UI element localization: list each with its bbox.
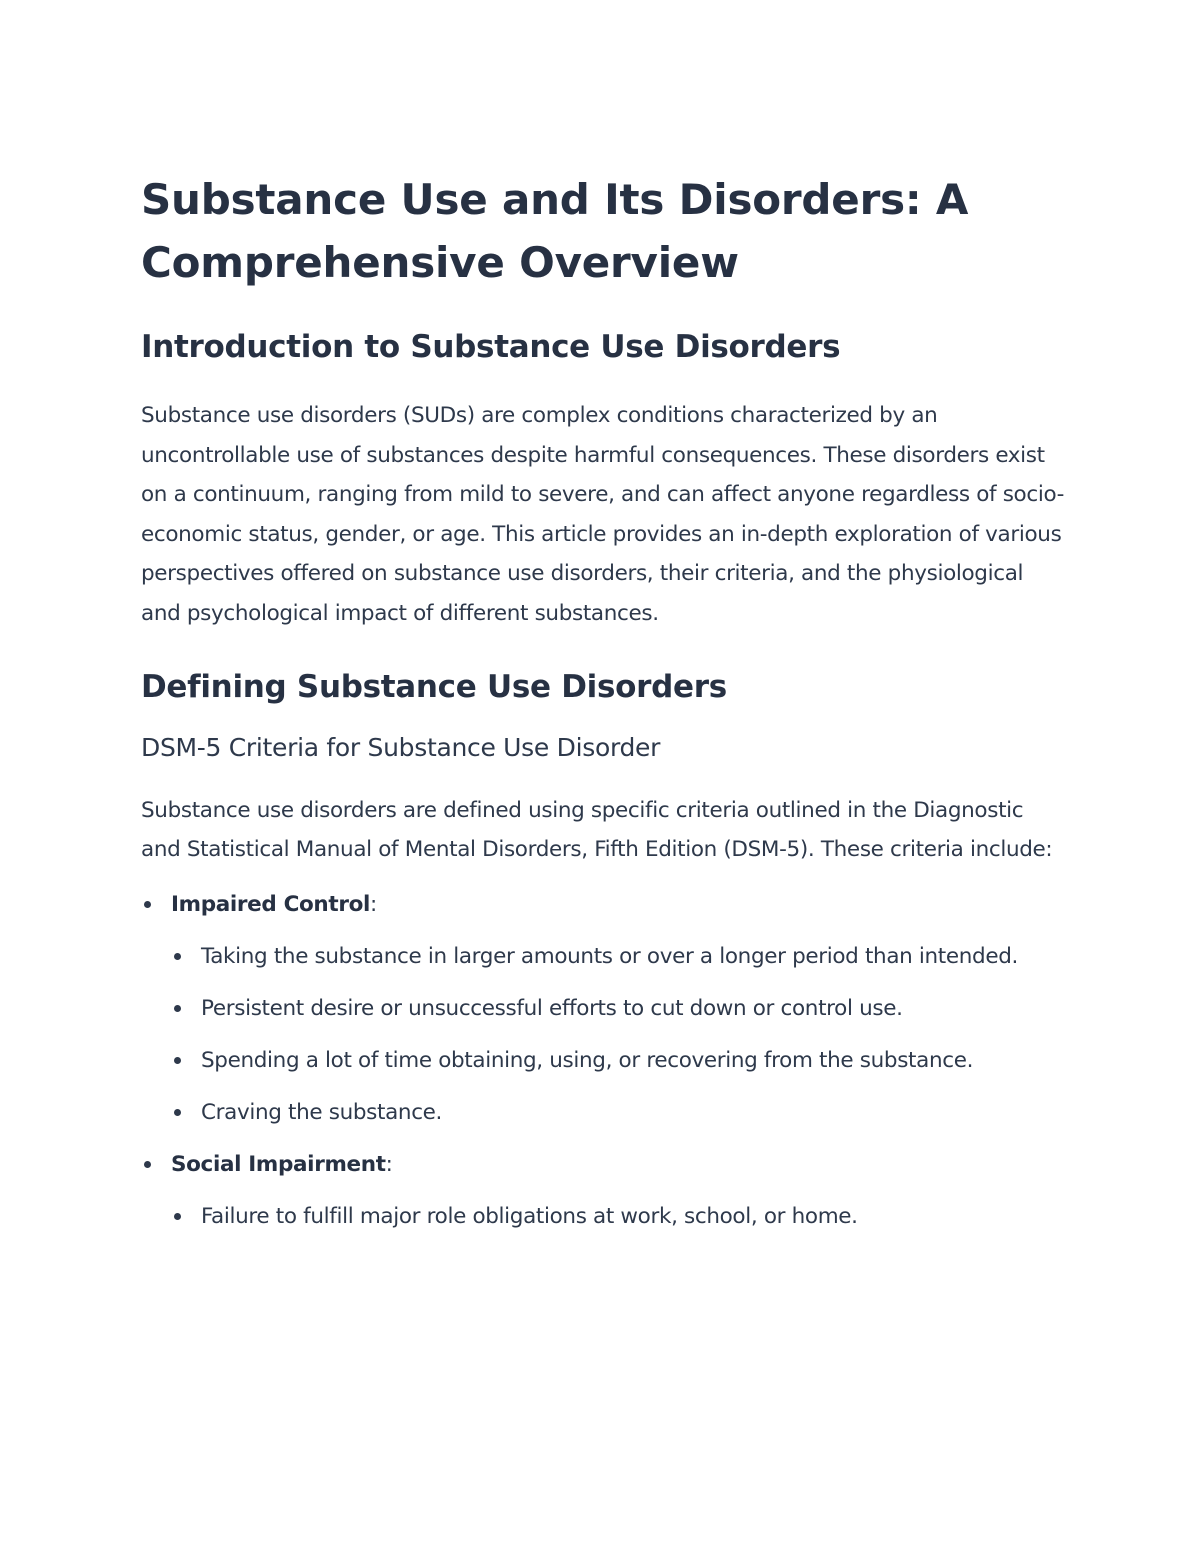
list-item-text: Craving the substance. (201, 1099, 443, 1125)
bullet-icon (144, 1161, 151, 1168)
bullet-icon (174, 1005, 181, 1012)
criteria-list (141, 885, 1066, 1237)
bullet-icon (144, 901, 151, 908)
list-item (171, 1093, 1066, 1133)
section-heading-defining: Defining Substance Use Disorders (141, 668, 727, 705)
bullet-icon (174, 1057, 181, 1064)
criteria-label-suffix: : (385, 1151, 393, 1177)
list-item (171, 937, 1066, 977)
criteria-sublist (171, 937, 1066, 1133)
criteria-label: Social Impairment (171, 1151, 386, 1177)
criteria-label-suffix: : (370, 891, 377, 917)
list-item-text: Failure to fulfill major role obligations at work, school, or home. (201, 1203, 858, 1229)
introduction-paragraph: Substance use disorders (SUDs) are complex conditions characterized by an uncontrollable use of substances despite harmful consequences. These disorders exist on a continuum, ranging from mild to severe, and can affect anyone regardless of socio-economic status, gender, or age. This article provides an in-depth exploration of various perspectives offered on substance use disorders, their criteria, and the physiological and psychological impact of different substances. (141, 403, 1065, 626)
list-item-text: Persistent desire or unsuccessful efforts to cut down or control use. (201, 995, 903, 1021)
bullet-icon (174, 1213, 181, 1220)
list-item-text: Taking the substance in larger amounts or over a longer period than intended. (201, 943, 1018, 969)
criteria-item-impaired-control (141, 885, 1066, 1133)
document-title: Substance Use and Its Disorders: A Comprehensive Overview (141, 175, 969, 287)
list-item (171, 1197, 1066, 1237)
document-page (141, 168, 1066, 1237)
criteria-item-social-impairment (141, 1145, 1066, 1237)
list-item (171, 989, 1066, 1029)
dsm5-paragraph: Substance use disorders are defined using specific criteria outlined in the Diagnostic and Statistical Manual of Mental Disorders, Fifth Edition (DSM-5). These criteria include: (141, 797, 1053, 863)
criteria-label: Impaired Control (171, 891, 371, 917)
subsection-heading-dsm5: DSM-5 Criteria for Substance Use Disorder (141, 732, 661, 762)
bullet-icon (174, 1109, 181, 1116)
list-item (171, 1041, 1066, 1081)
section-heading-introduction: Introduction to Substance Use Disorders (141, 329, 841, 365)
criteria-sublist (171, 1197, 1066, 1237)
bullet-icon (174, 953, 181, 960)
list-item-text: Spending a lot of time obtaining, using, or recovering from the substance. (201, 1047, 974, 1073)
